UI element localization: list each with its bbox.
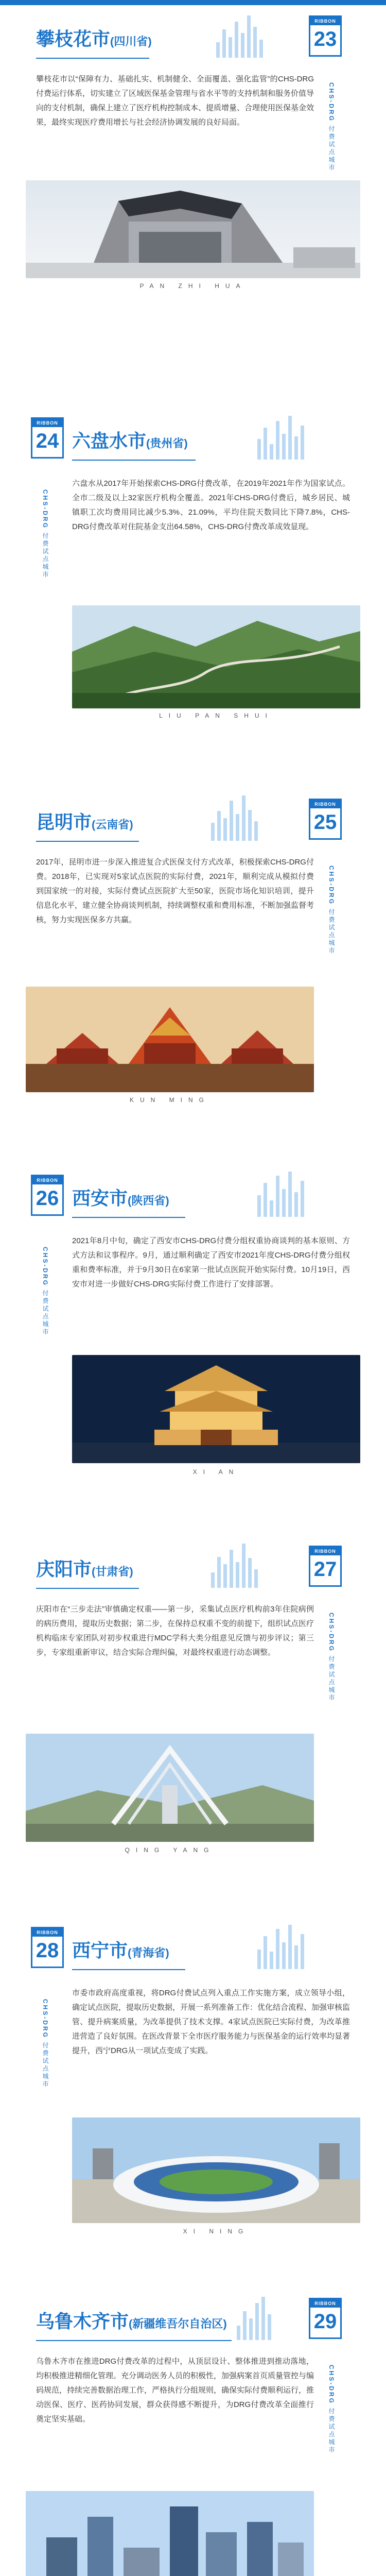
bar-decoration [216,11,263,58]
city-title: 六盘水市(贵州省) [72,430,188,451]
title-underline [36,1588,139,1589]
side-label: CHS-DRG 付费试点城市 [42,489,49,579]
city-pinyin-caption: KUN MING [130,1096,210,1104]
bar-decoration [237,2294,271,2340]
side-label: CHS-DRG 付费试点城市 [328,82,335,172]
city-number-badge: RIBBON 25 [309,799,342,840]
city-pinyin-caption: XI AN [192,1468,240,1476]
section-body-text: 六盘水从2017年开始探索CHS-DRG付费改革，在2019年2021年作为国家试点。全市二级及以上32家医疗机构全覆盖。2021年CHS-DRG付费后，城乡居民、城镇职工次均费用同比减少5.3%、21.09%，平均住院天数同比下降7.8%，CHS-DRG付费改革对住院基金支出64.58%，CHS-DRG付费改革成效显现。 [72,479,350,531]
city-title: 乌鲁木齐市(新疆维吾尔自治区) [36,2311,227,2332]
side-label: CHS-DRG 付费试点城市 [42,1999,49,2089]
section-body-text: 攀枝花市以“保障有力、基础扎实、机制健全、全面覆盖、强化监管”的CHS-DRG付费运行体系，切实建立了区域医保基金管理与省水平等的支持机制和服务价值导向的支付机制，确保上建立了医疗机构控制成本、提质增量、合理使用医保基金效果，最终实现医疗费用增长与社会经济协调发展的良好局面。 [36,75,314,127]
city-pinyin-caption: LIU PAN SHUI [159,712,273,719]
section-body-text: 庆阳市在“三步走法”审慎确定权重——第一步，采集试点医疗机构前3年住院病例的病历费用，提取历史数据；第二步，在保持总权重不变的前提下，组织试点医疗机构临床专家团队对初步权重进行MDC学科大类分组意见反馈与初步评议；第三步，专家组重新审议，结合实际合理纠偏，对最终权重进行动态调整。 [36,1605,314,1657]
section-24 [0,407,386,726]
city-photo [72,1355,360,1463]
city-photo [26,2491,314,2576]
city-title: 西安市(陕西省) [72,1188,169,1209]
city-title: 西宁市(青海省) [72,1940,169,1961]
city-title: 昆明市(云南省) [36,811,133,833]
bar-decoration [257,1923,304,1969]
bar-decoration [211,1541,258,1588]
side-label: CHS-DRG 付费试点城市 [328,2365,335,2454]
title-underline [36,2340,232,2341]
city-pinyin-caption: QING YANG [125,1846,215,1854]
top-accent-bar [0,0,386,5]
bar-decoration [257,1171,304,1217]
title-underline [72,1217,185,1218]
title-underline [72,1969,185,1970]
section-26 [0,1164,386,1484]
section-29 [0,2287,386,2576]
city-photo [72,605,360,708]
city-number-badge: RIBBON 26 [31,1175,64,1216]
side-label: CHS-DRG 付费试点城市 [328,1613,335,1702]
city-photo [26,1734,314,1842]
section-28 [0,1917,386,2241]
section-header [0,1917,386,1978]
city-number-badge: RIBBON 27 [309,1546,342,1587]
city-number-badge: RIBBON 28 [31,1927,64,1968]
city-title: 庆阳市(甘肃省) [36,1558,133,1580]
section-23 [0,5,386,299]
section-body-text: 乌鲁木齐市在推进DRG付费改革的过程中，从顶层设计、整体推进到推动落地，均积极推进精细化管理。充分调动医务人员的积极性，加强病案首页质量管控与编码规范，持续完善数据治理工作，严格执行分组规则，确保实际付费顺利运行，推动医保、医疗、医药协同发展，群众获得感不断提升，为DRG付费改革全面推行奠定坚实基础。 [36,2357,314,2424]
bar-decoration [211,794,258,841]
city-photo [26,987,314,1092]
city-photo [72,2117,360,2223]
city-pinyin-caption: XI NING [183,2228,250,2235]
section-body-text: 2021年8月中旬，确定了西安市CHS-DRG付费分组权重协商谈判的基本原则、方式方法和议事程序。9月，通过顺利确定了西安市2021年度CHS-DRG付费分组权重和费率标准，并于9月30日在6家第一批试点医院开始实际付费。10月19日，西安市对进一步做好CHS-DRG实际付费工作进行了安排部署。 [72,1236,350,1289]
city-number-badge: RIBBON 29 [309,2298,342,2339]
title-underline [72,460,196,461]
title-underline [36,58,149,59]
section-body-text: 2017年，昆明市进一步深入推进复合式医保支付方式改革，积极探索CHS-DRG付费。2018年，已实现对5家试点医院的实际付费，2021年，顺利完成从模拟付费到国家统一的对接，实际付费试点医院扩大至50家，医院市场化知识培训，提升信息化水平，建立健全协商谈判机制，持续调整权重和费用标准，不断加强监督考核，努力实现医保多方共赢。 [36,858,314,924]
section-27 [0,1535,386,1865]
side-label: CHS-DRG 付费试点城市 [42,1247,49,1336]
bar-decoration [257,413,304,460]
city-number-badge: RIBBON 24 [31,417,64,459]
section-header [0,1164,386,1226]
city-pinyin-caption: PAN ZHI HUA [139,282,247,290]
city-photo [26,180,360,278]
city-title: 攀枝花市(四川省) [36,28,152,49]
side-label: CHS-DRG 付费试点城市 [328,866,335,955]
section-25 [0,788,386,1113]
city-number-badge: RIBBON 23 [309,15,342,57]
section-body-text: 市委市政府高度重视，将DRG付费试点列入重点工作实施方案，成立领导小组，确定试点医院，提取历史数据，开展一系列准备工作：优化结合流程、加强审核监管、提升病案质量，为改革提供了技术支撑。4家试点医院已实际付费，为改革推进营造了良好氛围。在医改背景下全市医疗服务能力与医保基金的运行效率均显著提升，西宁DRG从一项试点变成了实践。 [72,1989,350,2055]
title-underline [36,841,139,842]
